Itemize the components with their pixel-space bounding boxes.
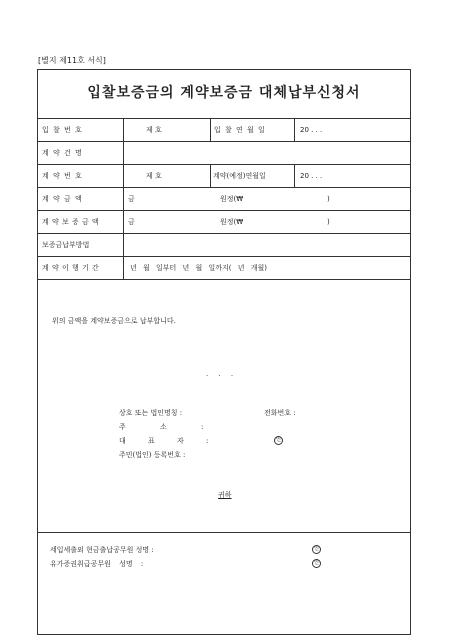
bid-date-value: 20 . . . (300, 126, 323, 134)
form-title: 입찰보증금의 계약보증금 대체납부신청서 (87, 85, 361, 101)
contract-number-value: 제 호 (146, 172, 162, 180)
securities-officer-seal-mark (312, 558, 321, 568)
ceo-seal-mark (274, 435, 283, 445)
revenue-officer-label: 세입세출외 현금출납공무원 성명 : (50, 546, 154, 554)
contract-amount-close: ) (327, 195, 330, 203)
table-row (38, 211, 410, 234)
phone-label: 전화번호 : (264, 409, 296, 417)
payment-method-label: 보증금납부방법 (42, 241, 90, 249)
bid-number-label: 입 찰 번 호 (42, 126, 83, 134)
ceo-label: 대 표 자 : (119, 437, 209, 445)
date-line: . . . (206, 370, 234, 378)
performance-period-value: 년 월 일부터 년 월 일까지( 년 개월) (130, 264, 267, 272)
bid-date-label: 입 찰 연 월 일 (214, 126, 266, 134)
seal-icon: 인 (312, 559, 321, 568)
info-table (38, 118, 410, 280)
address-label: 주 소 : (119, 423, 204, 431)
deposit-amount-label: 계 약 보 증 금 액 (42, 218, 100, 226)
table-row (38, 165, 410, 188)
registration-number-label: 주민(법인) 등록번호 : (119, 451, 186, 459)
securities-officer-label: 유가증권취급공무원 성명 : (50, 560, 144, 568)
contract-number-label: 계 약 번 호 (42, 172, 83, 180)
seal-icon: 인 (274, 436, 283, 445)
performance-period-label: 계 약 이 행 기 간 (42, 264, 100, 272)
bid-number-value: 제 호 (146, 126, 162, 134)
table-row (38, 142, 410, 165)
statement-text: 위의 금액을 계약보증금으로 납부합니다. (52, 317, 176, 325)
contract-name-label: 계 약 건 명 (42, 149, 83, 157)
divider (38, 532, 410, 533)
revenue-officer-seal-mark (312, 544, 321, 554)
application-form (37, 69, 411, 635)
form-number-tag: [별지 제11호 서식] (38, 56, 106, 65)
contract-amount-label: 계 약 금 액 (42, 195, 83, 203)
contract-date-label: 계약(예정)연월일 (213, 172, 266, 180)
table-row (38, 257, 410, 280)
deposit-amount-close: ) (327, 218, 330, 226)
table-row (38, 188, 410, 211)
addressee-text: 귀하 (218, 491, 232, 499)
company-name-label: 상호 또는 법인명칭 : (119, 409, 183, 417)
table-row (38, 119, 410, 142)
seal-icon: 인 (312, 545, 321, 554)
contract-amount-prefix: 금 (128, 195, 135, 203)
deposit-amount-won: 원정(₩ (220, 218, 244, 226)
contract-amount-won: 원정(₩ (220, 195, 244, 203)
contract-date-value: 20 . . . (300, 172, 323, 180)
deposit-amount-prefix: 금 (128, 218, 135, 226)
table-row (38, 234, 410, 257)
